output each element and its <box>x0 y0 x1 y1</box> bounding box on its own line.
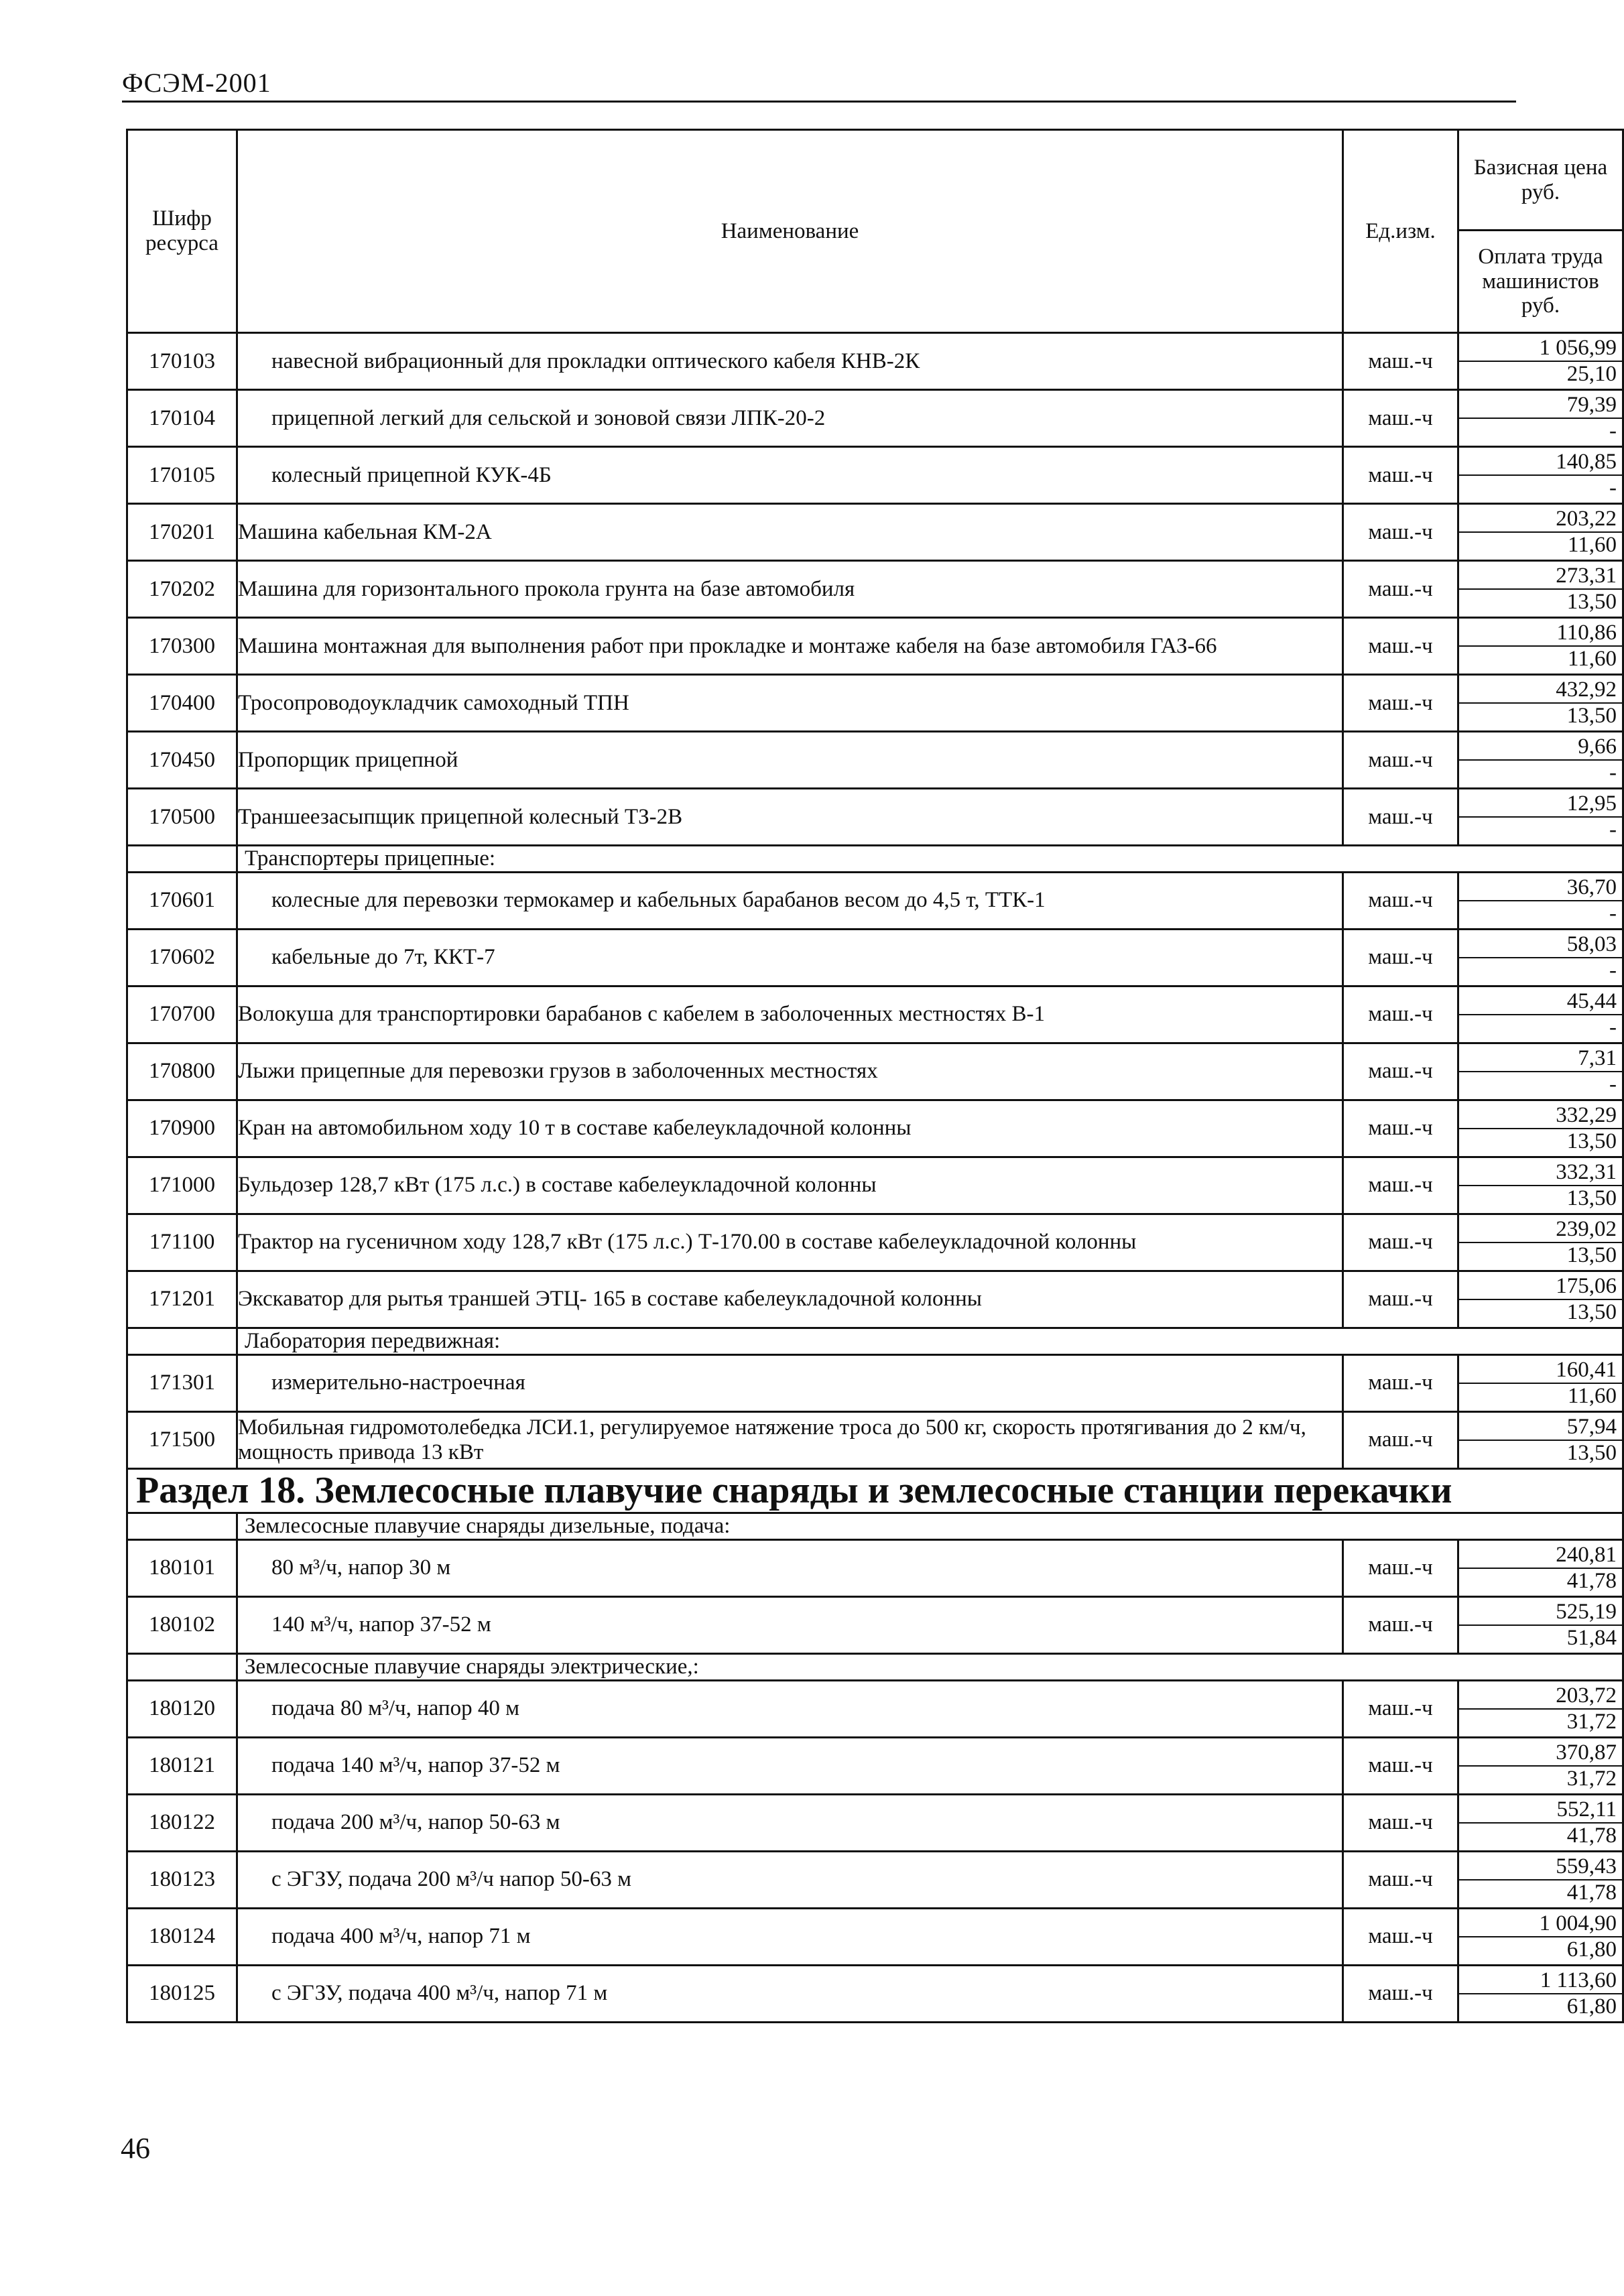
resource-code: 180124 <box>127 1908 237 1965</box>
resource-code: 171500 <box>127 1411 237 1468</box>
resource-name: Лыжи прицепные для перевозки грузов в заболоченных местностях <box>237 1043 1343 1100</box>
resource-code: 170800 <box>127 1043 237 1100</box>
operator-pay: 11,60 <box>1567 1383 1617 1408</box>
resource-name: колесный прицепной КУК-4Б <box>237 447 1343 504</box>
table-row <box>127 1043 1623 1100</box>
operator-pay: 25,10 <box>1566 362 1617 386</box>
operator-pay: 41,78 <box>1566 1880 1617 1905</box>
base-price: 203,72 <box>1459 1681 1622 1710</box>
resource-name: подача 200 м³/ч, напор 50-63 м <box>237 1794 1343 1851</box>
resource-name: Пропорщик прицепной <box>237 732 1343 789</box>
resource-name: с ЭГЗУ, подача 200 м³/ч напор 50-63 м <box>237 1851 1343 1908</box>
base-price: 273,31 <box>1459 562 1622 590</box>
resource-price-cell <box>1458 1354 1623 1411</box>
group-title: Лаборатория передвижная: <box>237 1328 1623 1354</box>
table-row <box>127 1214 1623 1271</box>
resource-unit: маш.-ч <box>1343 618 1458 675</box>
resource-price-cell <box>1458 929 1623 986</box>
resource-code: 170500 <box>127 789 237 846</box>
operator-pay: - <box>1609 901 1617 926</box>
resource-code: 170104 <box>127 390 237 447</box>
resource-code: 170601 <box>127 872 237 929</box>
operator-pay: - <box>1609 1015 1617 1039</box>
resource-price-cell <box>1458 1680 1623 1737</box>
group-header-row <box>127 846 1623 873</box>
group-code-empty <box>127 846 237 873</box>
operator-pay: 11,60 <box>1567 647 1617 671</box>
operator-pay: 13,50 <box>1566 1129 1617 1153</box>
resource-name: Мобильная гидромотолебедка ЛСИ.1, регулируемое натяжение троса до 500 кг, скорость протягивания до 2 км/ч, мощность привода 13 кВт <box>237 1411 1343 1468</box>
column-header-price <box>1458 130 1623 333</box>
resource-code: 171100 <box>127 1214 237 1271</box>
resource-price-cell <box>1458 561 1623 618</box>
group-title: Землесосные плавучие снаряды электрические,: <box>237 1653 1623 1680</box>
operator-pay: - <box>1609 958 1617 982</box>
resource-price-cell <box>1458 732 1623 789</box>
operator-pay: 13,50 <box>1566 1186 1617 1210</box>
resource-code: 170700 <box>127 986 237 1043</box>
column-header-unit: Ед.изм. <box>1343 130 1458 333</box>
resource-unit: маш.-ч <box>1343 504 1458 561</box>
resource-unit: маш.-ч <box>1343 447 1458 504</box>
resource-unit: маш.-ч <box>1343 1157 1458 1214</box>
base-price: 9,66 <box>1459 732 1622 761</box>
base-price: 175,06 <box>1459 1272 1622 1300</box>
resource-name: Тросопроводоукладчик самоходный ТПН <box>237 675 1343 732</box>
resource-code: 170202 <box>127 561 237 618</box>
table-row <box>127 504 1623 561</box>
base-price: 57,94 <box>1459 1413 1622 1441</box>
group-code-empty <box>127 1653 237 1680</box>
base-price: 240,81 <box>1459 1541 1622 1569</box>
resource-unit: маш.-ч <box>1343 1851 1458 1908</box>
resource-name: Машина кабельная КМ-2А <box>237 504 1343 561</box>
resource-name: Бульдозер 128,7 кВт (175 л.с.) в составе кабелеукладочной колонны <box>237 1157 1343 1214</box>
resource-name: 80 м³/ч, напор 30 м <box>237 1539 1343 1596</box>
operator-pay: 41,78 <box>1566 1823 1617 1848</box>
base-price: 36,70 <box>1459 873 1622 901</box>
resource-name: Трактор на гусеничном ходу 128,7 кВт (175 л.с.) Т-170.00 в составе кабелеукладочной колонны <box>237 1214 1343 1271</box>
table-row <box>127 561 1623 618</box>
resource-name: Траншеезасыпщик прицепной колесный ТЗ-2В <box>237 789 1343 846</box>
operator-pay: 31,72 <box>1566 1709 1617 1734</box>
table-row <box>127 1539 1623 1596</box>
resource-price-cell <box>1458 675 1623 732</box>
table-row <box>127 1100 1623 1157</box>
resource-price-cell <box>1458 986 1623 1043</box>
resource-price-cell <box>1458 1043 1623 1100</box>
table-row <box>127 390 1623 447</box>
resource-unit: маш.-ч <box>1343 1043 1458 1100</box>
resource-code: 180125 <box>127 1965 237 2022</box>
operator-pay: - <box>1609 761 1617 785</box>
group-code-empty <box>127 1328 237 1354</box>
table-row <box>127 618 1623 675</box>
table-row <box>127 1596 1623 1653</box>
table-row <box>127 675 1623 732</box>
resource-price-cell <box>1458 789 1623 846</box>
operator-pay: 61,80 <box>1566 1994 1617 2019</box>
resource-name: навесной вибрационный для прокладки оптического кабеля КНВ-2К <box>237 333 1343 390</box>
resource-name: подача 80 м³/ч, напор 40 м <box>237 1680 1343 1737</box>
base-price: 239,02 <box>1459 1215 1622 1243</box>
resource-code: 171000 <box>127 1157 237 1214</box>
base-price: 45,44 <box>1459 987 1622 1015</box>
column-header-operator-pay: Оплата труда машинистов руб. <box>1478 244 1603 318</box>
table-row <box>127 1737 1623 1794</box>
operator-pay: - <box>1609 818 1617 842</box>
group-header-row <box>127 1653 1623 1680</box>
column-header-base-price: Базисная цена руб. <box>1459 131 1622 231</box>
resource-unit: маш.-ч <box>1343 1596 1458 1653</box>
resource-name: колесные для перевозки термокамер и кабельных барабанов весом до 4,5 т, ТТК-1 <box>237 872 1343 929</box>
operator-pay: 13,50 <box>1566 1440 1617 1465</box>
resource-code: 171201 <box>127 1271 237 1328</box>
operator-pay: 31,72 <box>1566 1766 1617 1791</box>
operator-pay: 61,80 <box>1566 1937 1617 1962</box>
header-rule <box>122 101 1516 103</box>
base-price: 370,87 <box>1459 1738 1622 1767</box>
resource-code: 170300 <box>127 618 237 675</box>
resource-name: подача 400 м³/ч, напор 71 м <box>237 1908 1343 1965</box>
resource-price-cell <box>1458 390 1623 447</box>
operator-pay: 13,50 <box>1566 704 1617 728</box>
table-row <box>127 789 1623 846</box>
base-price: 1 113,60 <box>1459 1966 1622 1994</box>
base-price: 7,31 <box>1459 1044 1622 1072</box>
base-price: 160,41 <box>1459 1356 1622 1384</box>
resource-unit: маш.-ч <box>1343 929 1458 986</box>
table-row <box>127 872 1623 929</box>
resource-unit: маш.-ч <box>1343 1539 1458 1596</box>
resource-price-cell <box>1458 1737 1623 1794</box>
base-price: 140,85 <box>1459 448 1622 476</box>
resource-unit: маш.-ч <box>1343 732 1458 789</box>
resource-price-cell <box>1458 1908 1623 1965</box>
resource-price-cell <box>1458 872 1623 929</box>
resource-price-cell <box>1458 1411 1623 1468</box>
resource-unit: маш.-ч <box>1343 333 1458 390</box>
resource-code: 180122 <box>127 1794 237 1851</box>
resource-name: Волокуша для транспортировки барабанов с кабелем в заболоченных местностях В-1 <box>237 986 1343 1043</box>
resource-code: 180121 <box>127 1737 237 1794</box>
resource-price-cell <box>1458 1539 1623 1596</box>
resource-price-cell <box>1458 1271 1623 1328</box>
resource-unit: маш.-ч <box>1343 1271 1458 1328</box>
table-row <box>127 1680 1623 1737</box>
column-header-name: Наименование <box>237 130 1343 333</box>
resource-code: 180101 <box>127 1539 237 1596</box>
group-title: Транспортеры прицепные: <box>237 846 1623 873</box>
resource-name: Машина монтажная для выполнения работ при прокладке и монтаже кабеля на базе автомобиля ГАЗ-66 <box>237 618 1343 675</box>
operator-pay: 13,50 <box>1566 1242 1617 1267</box>
base-price: 332,29 <box>1459 1101 1622 1129</box>
resource-price-cell <box>1458 1965 1623 2022</box>
group-header-row <box>127 1513 1623 1539</box>
operator-pay: 13,50 <box>1566 590 1617 614</box>
resource-unit: маш.-ч <box>1343 1680 1458 1737</box>
resource-code: 171301 <box>127 1354 237 1411</box>
resource-unit: маш.-ч <box>1343 1214 1458 1271</box>
table-row <box>127 1411 1623 1468</box>
resource-code: 170105 <box>127 447 237 504</box>
resource-price-cell <box>1458 447 1623 504</box>
resource-name: прицепной легкий для сельской и зоновой связи ЛПК-20-2 <box>237 390 1343 447</box>
resource-name: Машина для горизонтального прокола грунта на базе автомобиля <box>237 561 1343 618</box>
resource-unit: маш.-ч <box>1343 1794 1458 1851</box>
table-row <box>127 1794 1623 1851</box>
resource-price-cell <box>1458 1851 1623 1908</box>
resource-unit: маш.-ч <box>1343 390 1458 447</box>
resource-unit: маш.-ч <box>1343 872 1458 929</box>
base-price: 559,43 <box>1459 1852 1622 1880</box>
resource-unit: маш.-ч <box>1343 1354 1458 1411</box>
table-row <box>127 1157 1623 1214</box>
group-code-empty <box>127 1513 237 1539</box>
resource-price-cell <box>1458 1157 1623 1214</box>
resource-unit: маш.-ч <box>1343 675 1458 732</box>
resource-unit: маш.-ч <box>1343 1908 1458 1965</box>
base-price: 432,92 <box>1459 676 1622 704</box>
resource-code: 180120 <box>127 1680 237 1737</box>
resource-unit: маш.-ч <box>1343 1965 1458 2022</box>
table-row <box>127 1965 1623 2022</box>
resource-code: 170450 <box>127 732 237 789</box>
resource-unit: маш.-ч <box>1343 1737 1458 1794</box>
resource-price-cell <box>1458 1596 1623 1653</box>
resource-name: с ЭГЗУ, подача 400 м³/ч, напор 71 м <box>237 1965 1343 2022</box>
table-row <box>127 1354 1623 1411</box>
table-row <box>127 1908 1623 1965</box>
table-row <box>127 929 1623 986</box>
base-price: 525,19 <box>1459 1598 1622 1626</box>
resource-unit: маш.-ч <box>1343 1100 1458 1157</box>
section-header-row <box>127 1468 1623 1513</box>
base-price: 12,95 <box>1459 789 1622 818</box>
resource-code: 180123 <box>127 1851 237 1908</box>
operator-pay: 41,78 <box>1566 1568 1617 1593</box>
operator-pay: 13,50 <box>1566 1299 1617 1324</box>
resource-name: Экскаватор для рытья траншей ЭТЦ- 165 в составе кабелеукладочной колонны <box>237 1271 1343 1328</box>
table-header-row <box>127 130 1623 333</box>
table-row <box>127 1851 1623 1908</box>
resource-name: подача 140 м³/ч, напор 37-52 м <box>237 1737 1343 1794</box>
resource-price-cell <box>1458 618 1623 675</box>
page-number: 46 <box>121 2132 150 2165</box>
table-row <box>127 732 1623 789</box>
group-title: Землесосные плавучие снаряды дизельные, подача: <box>237 1513 1623 1539</box>
operator-pay: - <box>1609 476 1617 500</box>
base-price: 552,11 <box>1459 1795 1622 1824</box>
resource-unit: маш.-ч <box>1343 789 1458 846</box>
table-row <box>127 333 1623 390</box>
resource-price-table <box>126 129 1624 2023</box>
resource-price-cell <box>1458 1214 1623 1271</box>
resource-unit: маш.-ч <box>1343 561 1458 618</box>
operator-pay: 51,84 <box>1566 1625 1617 1650</box>
base-price: 203,22 <box>1459 505 1622 533</box>
base-price: 110,86 <box>1459 619 1622 647</box>
resource-name: измерительно-настроечная <box>237 1354 1343 1411</box>
resource-price-cell <box>1458 1100 1623 1157</box>
resource-code: 170400 <box>127 675 237 732</box>
operator-pay: 11,60 <box>1567 533 1617 557</box>
resource-name: кабельные до 7т, ККТ-7 <box>237 929 1343 986</box>
group-header-row <box>127 1328 1623 1354</box>
resource-price-cell <box>1458 504 1623 561</box>
base-price: 1 056,99 <box>1459 334 1622 362</box>
operator-pay: - <box>1609 1072 1617 1096</box>
resource-unit: маш.-ч <box>1343 986 1458 1043</box>
document-header-title: ФСЭМ-2001 <box>122 68 271 98</box>
resource-code: 170900 <box>127 1100 237 1157</box>
base-price: 332,31 <box>1459 1158 1622 1186</box>
section-title: Раздел 18. Землесосные плавучие снаряды и землесосные станции перекачки <box>127 1468 1623 1513</box>
operator-pay: - <box>1609 419 1617 443</box>
base-price: 79,39 <box>1459 391 1622 419</box>
resource-code: 180102 <box>127 1596 237 1653</box>
resource-code: 170602 <box>127 929 237 986</box>
resource-name: 140 м³/ч, напор 37-52 м <box>237 1596 1343 1653</box>
base-price: 1 004,90 <box>1459 1909 1622 1937</box>
table-row <box>127 1271 1623 1328</box>
resource-price-cell <box>1458 1794 1623 1851</box>
resource-code: 170103 <box>127 333 237 390</box>
base-price: 58,03 <box>1459 930 1622 958</box>
table-row <box>127 986 1623 1043</box>
resource-name: Кран на автомобильном ходу 10 т в составе кабелеукладочной колонны <box>237 1100 1343 1157</box>
column-header-code: Шифр ресурса <box>127 130 237 333</box>
resource-code: 170201 <box>127 504 237 561</box>
table-row <box>127 447 1623 504</box>
resource-price-cell <box>1458 333 1623 390</box>
resource-unit: маш.-ч <box>1343 1411 1458 1468</box>
